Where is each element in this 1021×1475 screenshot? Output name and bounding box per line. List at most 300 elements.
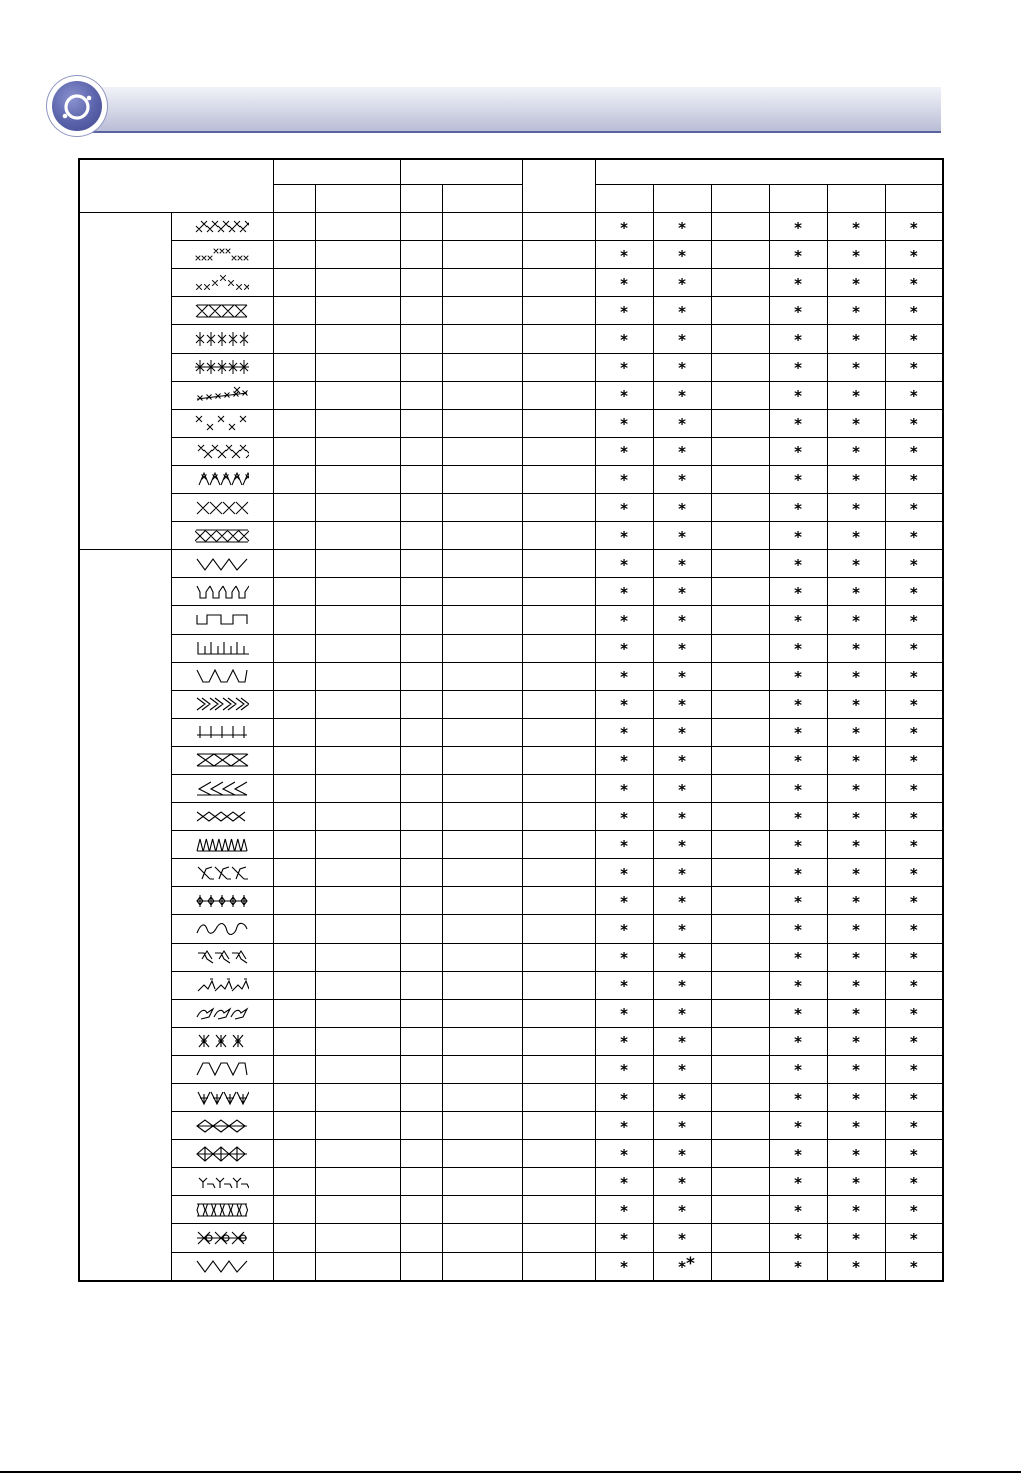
mark-cell [827,746,885,774]
mark-cell [885,606,943,634]
value-cell [273,971,315,999]
value-cell [400,353,442,381]
asterisk-mark: * [909,1089,918,1108]
mark-cell [827,999,885,1027]
asterisk-mark: * [620,640,628,659]
mark-cell [711,746,769,774]
mark-cell [595,999,653,1027]
value-cell [315,943,400,971]
value-cell [442,1140,522,1168]
decorative-stitch-24-icon [172,1200,273,1220]
mark-cell [595,887,653,915]
mark-cell [885,325,943,353]
value-cell [442,718,522,746]
asterisk-mark: * [852,527,860,546]
mark-cell [711,1168,769,1196]
mark-cell [595,1196,653,1224]
mark-cell [595,662,653,690]
asterisk-mark: * [678,1145,686,1164]
value-cell [522,1168,595,1196]
mark-cell [885,690,943,718]
table-row [79,241,943,269]
value-cell [442,746,522,774]
mark-cell [885,437,943,465]
mark-cell [595,690,653,718]
mark-cell [711,353,769,381]
value-cell [442,1055,522,1083]
value-cell [400,718,442,746]
value-cell [442,325,522,353]
value-cell [273,1055,315,1083]
table-row [79,943,943,971]
mark-cell [885,409,943,437]
mark-cell [595,803,653,831]
value-cell [315,915,400,943]
table-row [79,381,943,409]
stitch-settings-table [78,158,944,1282]
value-cell [442,803,522,831]
decorative-stitch-25-icon [172,1228,273,1248]
mark-cell [653,437,711,465]
stitch-icon-cell [171,522,273,550]
table-row [79,887,943,915]
value-cell [522,1055,595,1083]
mark-cell [595,269,653,297]
mark-cell [653,1224,711,1252]
mark-cell [885,1196,943,1224]
value-cell [400,746,442,774]
mark-cell [769,803,827,831]
asterisk-mark: * [852,920,860,939]
mark-cell [595,718,653,746]
subheader-cell [400,185,442,213]
asterisk-mark: * [620,583,628,602]
value-cell [442,1168,522,1196]
group-label-cell [79,550,171,1281]
mark-cell [769,325,827,353]
asterisk-mark: * [909,1061,918,1080]
value-cell [400,522,442,550]
group-label-cell [79,213,171,550]
asterisk-mark: * [794,611,802,630]
mark-cell [653,634,711,662]
stitch-icon-cell [171,409,273,437]
stitch-icon-cell [171,269,273,297]
value-cell [442,859,522,887]
value-cell [315,353,400,381]
mark-cell [885,803,943,831]
mark-cell [711,1224,769,1252]
cross-stitch-pattern-11-icon [172,498,273,518]
mark-cell [827,381,885,409]
value-cell [273,803,315,831]
decorative-stitch-14-icon [172,919,273,939]
table-row [79,803,943,831]
asterisk-mark: * [852,1089,860,1108]
mark-cell [595,353,653,381]
value-cell [273,578,315,606]
circle-dot-icon [52,81,102,131]
mark-cell [653,746,711,774]
asterisk-mark: * [794,1005,802,1024]
value-cell [522,915,595,943]
subheader-cell [711,185,769,213]
asterisk-mark: * [852,1005,860,1024]
value-cell [522,353,595,381]
asterisk-mark: * [620,1117,628,1136]
mark-cell [827,634,885,662]
mark-cell [595,746,653,774]
value-cell [442,297,522,325]
stitch-icon-cell [171,1168,273,1196]
value-cell [315,578,400,606]
value-cell [273,774,315,802]
mark-cell [653,522,711,550]
table-row [79,578,943,606]
asterisk-mark: * [678,949,686,968]
mark-cell [827,831,885,859]
value-cell [400,297,442,325]
mark-cell [653,999,711,1027]
asterisk-mark: * [852,1145,860,1164]
mark-cell [711,269,769,297]
value-cell [522,241,595,269]
asterisk-mark: * [852,1258,860,1277]
value-cell [273,494,315,522]
mark-cell [827,1224,885,1252]
value-cell [522,774,595,802]
mark-cell [769,831,827,859]
mark-cell [769,746,827,774]
mark-cell [885,943,943,971]
mark-cell [769,409,827,437]
asterisk-mark: * [678,864,686,883]
stitch-icon-cell [171,606,273,634]
value-cell [522,999,595,1027]
stitch-icon-cell [171,774,273,802]
decorative-stitch-26-icon [172,1256,273,1276]
asterisk-mark: * [852,1173,860,1192]
value-cell [315,241,400,269]
asterisk-mark: * [852,415,860,434]
value-cell [315,1140,400,1168]
mark-cell [653,859,711,887]
asterisk-mark: * [620,836,628,855]
section-header-badge [47,76,107,136]
value-cell [400,774,442,802]
asterisk-mark: * [909,1173,918,1192]
asterisk-mark: * [909,443,918,462]
value-cell [273,831,315,859]
stitch-icon-cell [171,1055,273,1083]
asterisk-mark: * [909,1117,918,1136]
mark-cell [885,241,943,269]
mark-cell [827,522,885,550]
table-row [79,999,943,1027]
mark-cell [653,803,711,831]
mark-cell [827,297,885,325]
mark-cell [885,1055,943,1083]
mark-cell [653,662,711,690]
mark-cell [769,999,827,1027]
asterisk-mark: * [620,977,628,996]
cross-stitch-pattern-3-icon [172,273,273,293]
decorative-stitch-20-icon [172,1088,273,1108]
mark-cell [711,381,769,409]
asterisk-mark: * [852,1033,860,1052]
asterisk-mark: * [909,471,918,490]
asterisk-mark: * [852,949,860,968]
value-cell [522,662,595,690]
value-cell [400,803,442,831]
mark-cell [885,213,943,241]
asterisk-mark: * [909,780,918,799]
mark-cell [653,1084,711,1112]
asterisk-mark: * [620,387,628,406]
asterisk-mark: * [678,780,686,799]
asterisk-mark: * [620,1061,628,1080]
asterisk-mark: * [794,892,802,911]
value-cell [273,859,315,887]
value-cell [273,1140,315,1168]
table-row [79,831,943,859]
mark-cell [653,1196,711,1224]
mark-cell [885,297,943,325]
table-row [79,915,943,943]
stitch-icon-cell [171,1196,273,1224]
value-cell [442,213,522,241]
mark-cell [827,1168,885,1196]
mark-cell [827,409,885,437]
asterisk-mark: * [678,555,686,574]
asterisk-mark: * [794,1033,802,1052]
table-row [79,297,943,325]
mark-cell [885,381,943,409]
mark-cell [827,662,885,690]
mark-cell [769,578,827,606]
mark-cell [885,1112,943,1140]
value-cell [442,831,522,859]
asterisk-mark: * [909,724,918,743]
value-cell [442,606,522,634]
mark-cell [653,1252,711,1281]
mark-cell [885,718,943,746]
asterisk-mark: * [678,1258,686,1277]
asterisk-mark: * [620,808,628,827]
mark-cell [653,494,711,522]
asterisk-mark: * [909,415,918,434]
stitch-icon-cell [171,831,273,859]
asterisk-mark: * [678,668,686,687]
stitch-icon-cell [171,1027,273,1055]
mark-cell [653,1055,711,1083]
mark-cell [595,297,653,325]
value-cell [315,606,400,634]
mark-cell [711,662,769,690]
mark-cell [653,241,711,269]
table-row [79,550,943,578]
asterisk-mark: * [852,808,860,827]
mark-cell [653,943,711,971]
stitch-icon-cell [171,803,273,831]
decorative-stitch-18-icon [172,1031,273,1051]
asterisk-mark: * [794,583,802,602]
asterisk-mark: * [852,471,860,490]
table-row [79,325,943,353]
table-row [79,971,943,999]
asterisk-mark: * [794,302,802,321]
value-cell [442,1224,522,1252]
asterisk-mark: * [909,387,918,406]
decorative-stitch-2-icon [172,582,273,602]
value-cell [442,465,522,493]
section-header-band [68,87,941,133]
asterisk-mark: * [794,499,802,518]
mark-cell [711,213,769,241]
asterisk-mark: * [909,696,918,715]
stitch-icon-cell [171,999,273,1027]
asterisk-mark: * [620,611,628,630]
stitch-icon-cell [171,943,273,971]
asterisk-mark: * [852,218,860,237]
value-cell [522,297,595,325]
mark-cell [769,1224,827,1252]
decorative-stitch-10-icon [172,807,273,827]
mark-cell [653,1112,711,1140]
value-cell [273,465,315,493]
asterisk-mark: * [678,892,686,911]
mark-cell [595,465,653,493]
value-cell [315,269,400,297]
mark-cell [595,494,653,522]
mark-cell [711,774,769,802]
mark-cell [769,662,827,690]
asterisk-mark: * [620,892,628,911]
asterisk-mark: * [678,331,686,350]
asterisk-mark: * [852,668,860,687]
table-row [79,1084,943,1112]
asterisk-mark: * [620,696,628,715]
mark-cell [769,522,827,550]
asterisk-mark: * [620,752,628,771]
asterisk-mark: * [909,1033,918,1052]
table-row [79,522,943,550]
value-cell [315,718,400,746]
value-cell [315,1055,400,1083]
mark-cell [711,325,769,353]
asterisk-mark: * [678,836,686,855]
cross-stitch-pattern-10-icon [172,469,273,489]
value-cell [315,999,400,1027]
mark-cell [827,606,885,634]
table-row [79,1140,943,1168]
stitch-icon-cell [171,1252,273,1281]
mark-cell [769,943,827,971]
asterisk-mark: * [794,471,802,490]
mark-cell [769,1252,827,1281]
cross-stitch-pattern-4-icon [172,301,273,321]
asterisk-mark: * [678,527,686,546]
value-cell [442,381,522,409]
mark-cell [711,409,769,437]
value-cell [315,1224,400,1252]
asterisk-mark: * [909,836,918,855]
asterisk-mark: * [794,555,802,574]
value-cell [522,381,595,409]
value-cell [273,634,315,662]
asterisk-mark: * [678,724,686,743]
mark-cell [827,353,885,381]
value-cell [315,550,400,578]
value-cell [522,1027,595,1055]
mark-cell [711,1112,769,1140]
mark-cell [711,550,769,578]
mark-cell [653,915,711,943]
asterisk-mark: * [909,359,918,378]
mark-cell [595,213,653,241]
value-cell [400,690,442,718]
value-cell [400,550,442,578]
asterisk-mark: * [620,920,628,939]
mark-cell [711,915,769,943]
value-cell [315,409,400,437]
asterisk-mark: * [852,724,860,743]
subheader-cell [442,185,522,213]
value-cell [442,774,522,802]
asterisk-mark: * [852,752,860,771]
value-cell [522,606,595,634]
value-cell [273,1168,315,1196]
mark-cell [711,859,769,887]
mark-cell [827,690,885,718]
asterisk-mark: * [794,949,802,968]
asterisk-mark: * [794,415,802,434]
mark-cell [769,381,827,409]
asterisk-mark: * [909,583,918,602]
stitch-icon-cell [171,494,273,522]
value-cell [522,634,595,662]
mark-cell [885,1084,943,1112]
value-cell [400,1168,442,1196]
asterisk-mark: * [678,1061,686,1080]
decorative-stitch-16-icon [172,975,273,995]
value-cell [273,1027,315,1055]
decorative-stitch-13-icon [172,891,273,911]
cross-stitch-pattern-8-icon [172,413,273,433]
value-cell [273,1252,315,1281]
stitch-icon-cell [171,634,273,662]
mark-cell [595,1055,653,1083]
value-cell [522,213,595,241]
mark-cell [595,971,653,999]
asterisk-mark: * [794,668,802,687]
mark-cell [827,915,885,943]
value-cell [400,859,442,887]
asterisk-mark: * [909,752,918,771]
cross-stitch-pattern-7-icon [172,385,273,405]
mark-cell [885,353,943,381]
mark-cell [827,437,885,465]
value-cell [315,325,400,353]
value-cell [400,1196,442,1224]
header-cell-stitch [79,159,273,213]
table-row [79,718,943,746]
mark-cell [885,1140,943,1168]
mark-cell [653,409,711,437]
value-cell [273,746,315,774]
mark-cell [769,690,827,718]
asterisk-mark: * [678,415,686,434]
